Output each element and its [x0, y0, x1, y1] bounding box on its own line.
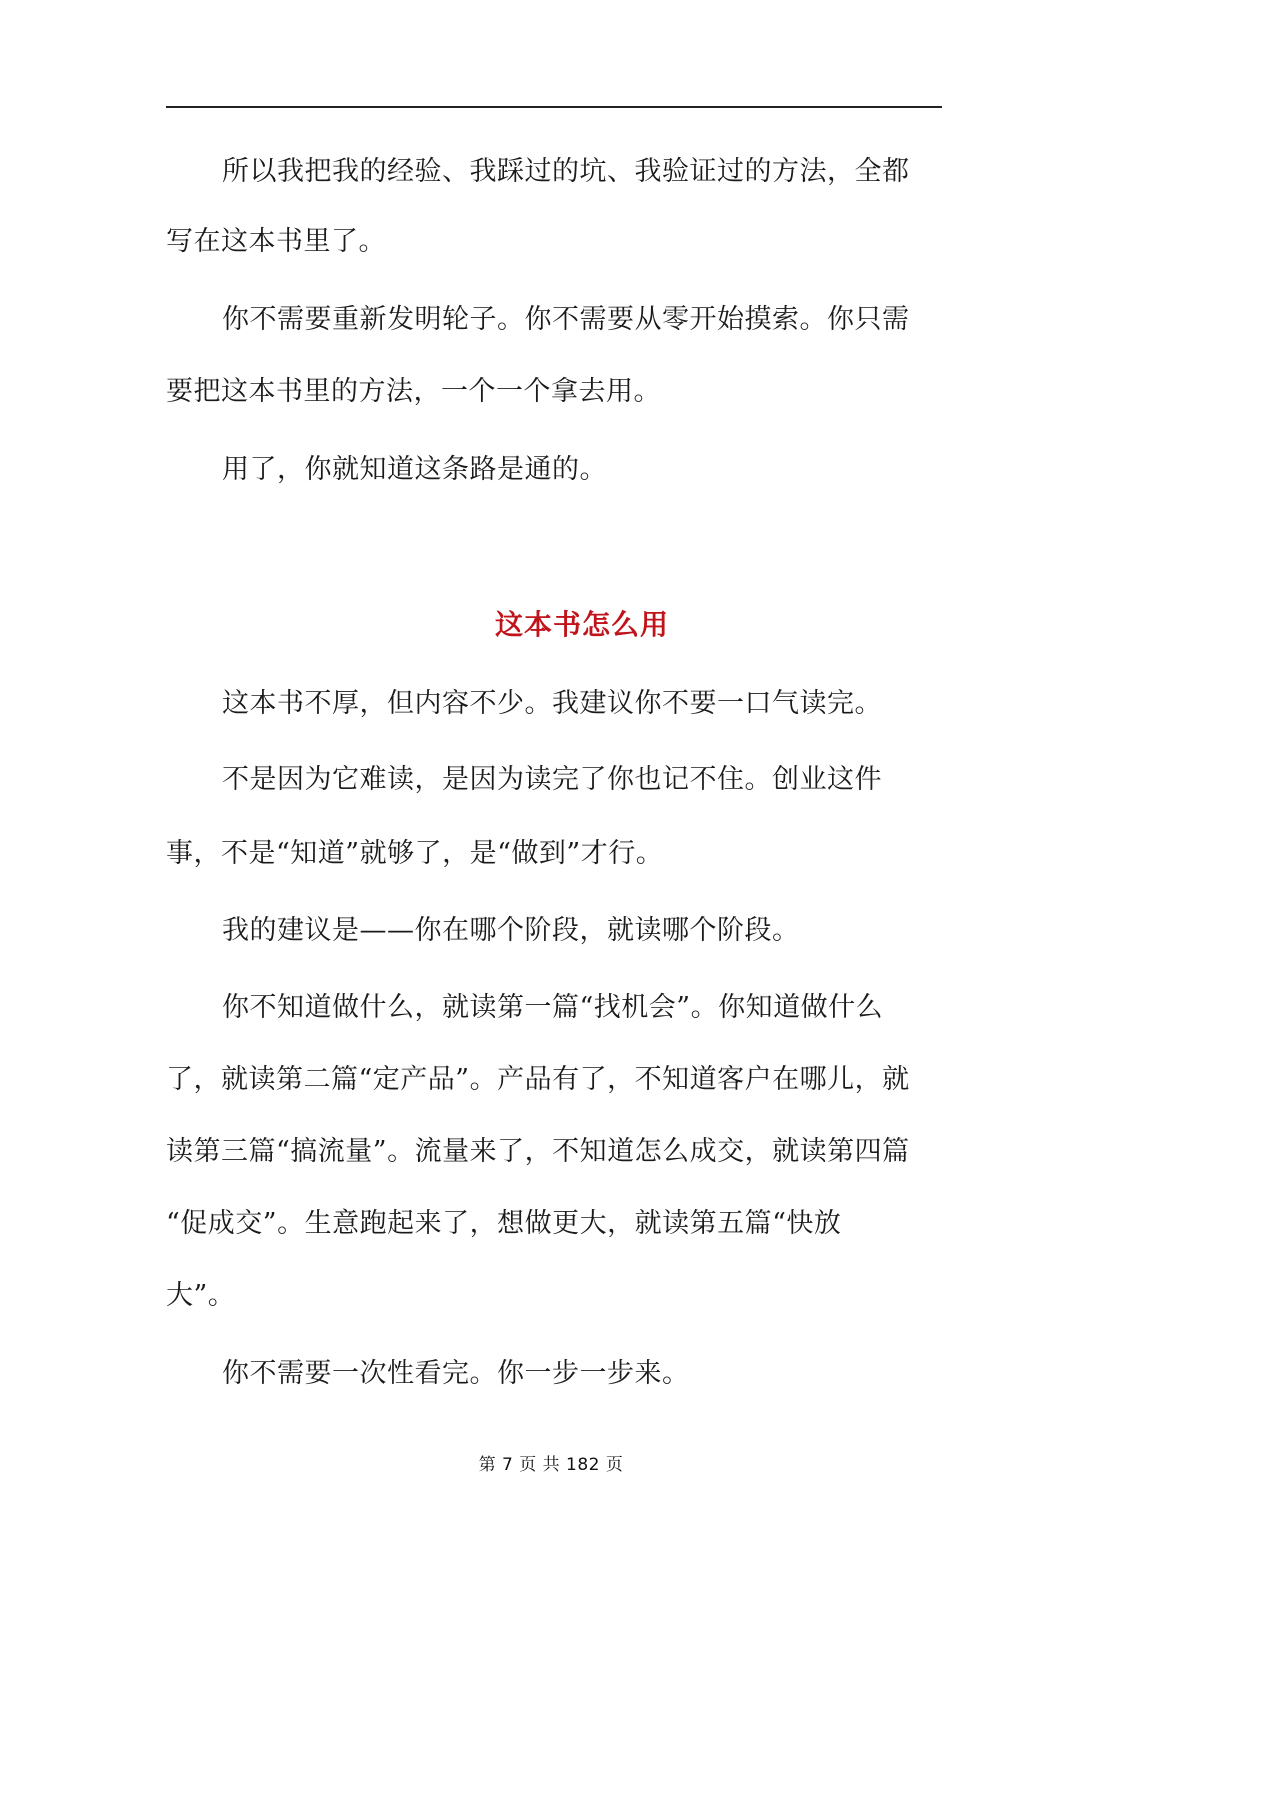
- section-paragraph-5-line-1: 你不需要一次性看完。你一步一步来。: [222, 1358, 690, 1389]
- page-number-footer: 第 7 页 共 182 页: [478, 1455, 624, 1475]
- paragraph-2-line-1: 你不需要重新发明轮子。你不需要从零开始摸索。你只需: [222, 304, 910, 335]
- section-paragraph-4-line-3: 读第三篇“搞流量”。流量来了，不知道怎么成交，就读第四篇: [166, 1136, 910, 1167]
- header-rule: [166, 106, 942, 108]
- section-paragraph-1-line-1: 这本书不厚，但内容不少。我建议你不要一口气读完。: [222, 688, 882, 719]
- section-paragraph-4-line-2: 了，就读第二篇“定产品”。产品有了，不知道客户在哪儿，就: [166, 1064, 910, 1095]
- paragraph-3-line-1: 用了，你就知道这条路是通的。: [222, 454, 607, 485]
- section-paragraph-3-line-1: 我的建议是——你在哪个阶段，就读哪个阶段。: [222, 915, 800, 946]
- section-heading: 这本书怎么用: [494, 608, 669, 641]
- section-paragraph-2-line-1: 不是因为它难读，是因为读完了你也记不住。创业这件: [222, 764, 882, 795]
- section-paragraph-4-line-5: 大”。: [166, 1280, 236, 1311]
- section-paragraph-4-line-4: “促成交”。生意跑起来了，想做更大，就读第五篇“快放: [166, 1208, 842, 1239]
- paragraph-1-line-1: 所以我把我的经验、我踩过的坑、我验证过的方法，全都: [222, 156, 910, 187]
- section-paragraph-4-line-1: 你不知道做什么，就读第一篇“找机会”。你知道做什么: [222, 992, 884, 1023]
- paragraph-2-line-2: 要把这本书里的方法，一个一个拿去用。: [166, 376, 661, 407]
- section-paragraph-2-line-2: 事，不是“知道”就够了，是“做到”才行。: [166, 838, 664, 869]
- paragraph-1-line-2: 写在这本书里了。: [166, 226, 386, 257]
